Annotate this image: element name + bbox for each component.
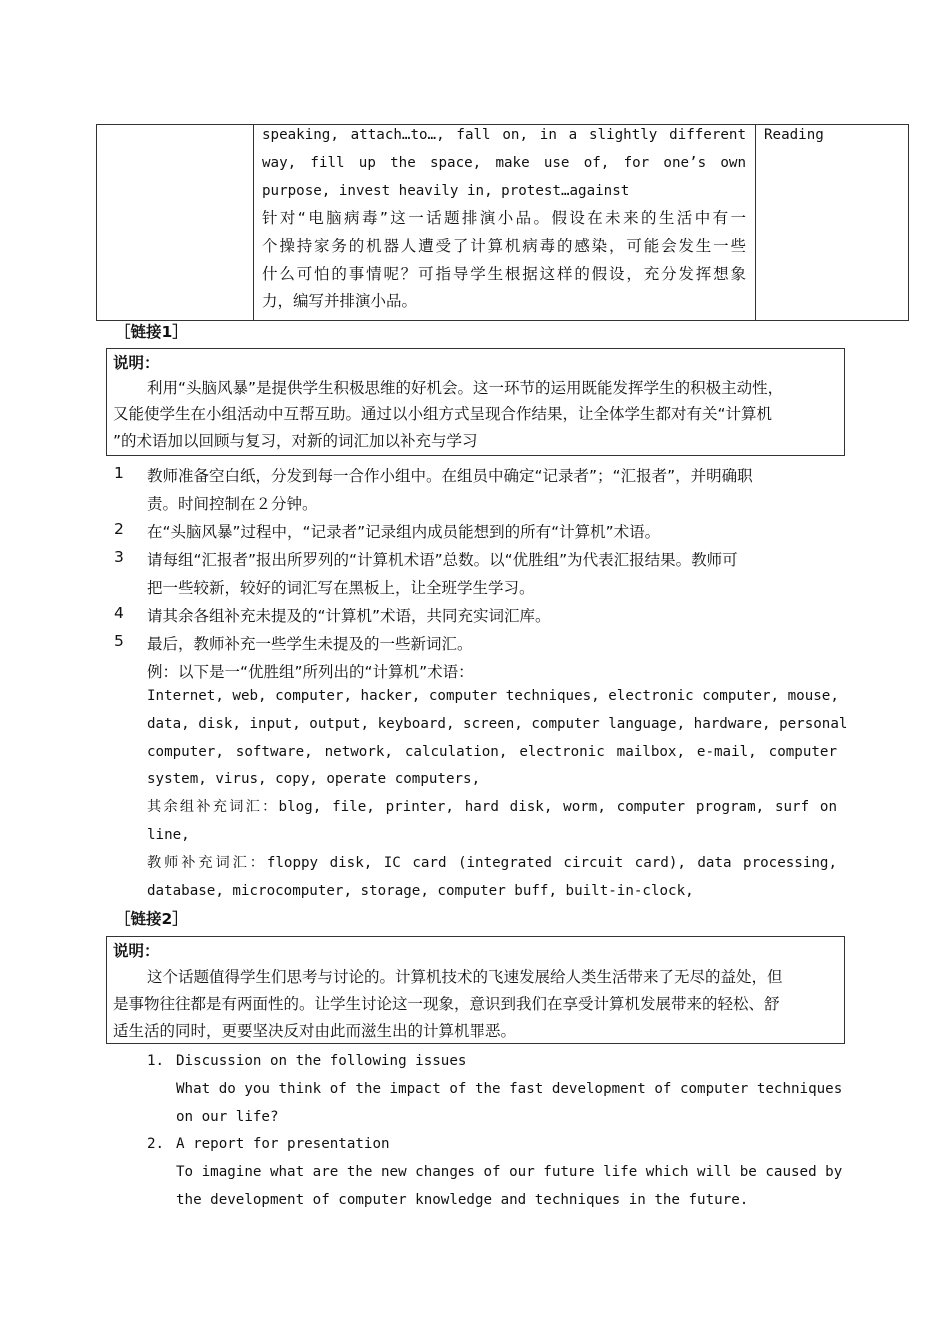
activity-cell xyxy=(262,205,746,316)
term-line: Internet, web, computer, hacker, computer techniques, electronic computer, mouse, xyxy=(147,688,839,704)
step-number: 5 xyxy=(114,632,124,650)
step-number: 4 xyxy=(114,604,124,622)
teacher-line: 教师补充词汇：floppy disk, IC card (integrated circuit card), data processing, xyxy=(147,854,837,871)
link2-note-title: 说明： xyxy=(113,942,160,960)
report-item xyxy=(176,1131,843,1214)
teacher-line: database, microcomputer, storage, computer buff, built-in-clock, xyxy=(147,882,694,899)
link2-note-line: 这个话题值得学生们思考与讨论的。计算机技术的飞速发展给人类生活带来了无尽的益处，但 xyxy=(147,968,783,986)
phrase-line: speaking, attach…to…, fall on, in a slightly different xyxy=(262,127,746,143)
lesson-table xyxy=(96,124,909,321)
term-line: computer, software, network, calculation, electronic mailbox, e-mail, computer xyxy=(147,743,837,760)
report-item-number: 2. xyxy=(147,1136,165,1152)
step-number: 1 xyxy=(114,464,124,482)
discussion-item xyxy=(176,1048,843,1131)
step-text: 请其余各组补充未提及的“计算机”术语，共同充实词汇库。 xyxy=(147,607,551,625)
term-line: data, disk, input, output, keyboard, screen, computer language, hardware, personal xyxy=(147,715,848,732)
step-text: 把一些较新，较好的词汇写在黑板上，让全班学生学习。 xyxy=(147,579,535,597)
discussion-line: What do you think of the impact of the fast development of computer techniques xyxy=(176,1080,843,1097)
report-title: A report for presentation xyxy=(176,1136,390,1152)
activity-line: 力，编写并排演小品。 xyxy=(262,292,418,311)
link2-note-box xyxy=(106,936,845,1044)
others-line: 其余组补充词汇：blog, file, printer, hard disk, worm, computer program, surf on xyxy=(147,799,837,816)
link1-note-line: 利用“头脑风暴”是提供学生积极思维的好机会。这一环节的运用既能发挥学生的积极主动性， xyxy=(147,379,784,397)
link1-note-line: ”的术语加以回顾与复习，对新的词汇加以补充与学习 xyxy=(113,432,478,450)
activity-line: 针对“电脑病毒”这一话题排演小品。假设在未来的生活中有一 xyxy=(262,209,746,227)
link2-note-line: 是事物往往都是有两面性的。让学生讨论这一现象，意识到我们在享受计算机发展带来的轻松、舒 xyxy=(113,995,780,1013)
example-terms xyxy=(147,683,848,905)
discussion-line: on our life? xyxy=(176,1108,279,1125)
step-text: 请每组“汇报者”报出所罗列的“计算机术语”总数。以“优胜组”为代表汇报结果。教师可 xyxy=(147,551,738,569)
phrases-cell xyxy=(262,122,746,205)
step-text: 责。时间控制在２分钟。 xyxy=(147,495,318,513)
table-divider-2 xyxy=(755,125,756,320)
link1-note-line: 又能使学生在小组活动中互帮互助。通过以小组方式呈现合作结果，让全体学生都对有关“计算机 xyxy=(113,405,773,423)
step-number: 2 xyxy=(114,520,124,538)
skill-cell: Reading xyxy=(764,127,824,143)
link2-label: ［链接2］ xyxy=(115,910,188,928)
report-line: the development of computer knowledge and techniques in the future. xyxy=(176,1191,749,1208)
others-line: line, xyxy=(147,826,190,843)
term-line: system, virus, copy, operate computers, xyxy=(147,771,481,788)
link1-note-title: 说明： xyxy=(113,354,160,372)
phrase-line: way, fill up the space, make use of, for one’s own xyxy=(262,154,746,171)
activity-line: 什么可怕的事情呢？可指导学生根据这样的假设，充分发挥想象 xyxy=(262,264,746,283)
step-text: 在“头脑风暴”过程中，“记录者”记录组内成员能想到的所有“计算机”术语。 xyxy=(147,523,661,541)
step-text: 最后，教师补充一些学生未提及的一些新词汇。 xyxy=(147,635,473,653)
link2-note-line: 适生活的同时，更要坚决反对由此而滋生出的计算机罪恶。 xyxy=(113,1022,517,1040)
link1-label: ［链接1］ xyxy=(115,323,188,341)
table-divider-1 xyxy=(253,125,254,320)
report-line: To imagine what are the new changes of our future life which will be caused by xyxy=(176,1163,843,1180)
example-intro: 例：以下是一“优胜组”所列出的“计算机”术语： xyxy=(147,663,474,681)
phrase-line: purpose, invest heavily in, protest…against xyxy=(262,182,630,199)
activity-line: 个操持家务的机器人遭受了计算机病毒的感染，可能会发生一些 xyxy=(262,236,746,255)
discussion-item-number: 1. xyxy=(147,1053,165,1069)
step-text: 教师准备空白纸，分发到每一合作小组中。在组员中确定“记录者”；“汇报者”，并明确职 xyxy=(147,467,753,485)
discussion-title: Discussion on the following issues xyxy=(176,1053,467,1069)
link1-note-box xyxy=(106,348,845,456)
step-number: 3 xyxy=(114,548,124,566)
